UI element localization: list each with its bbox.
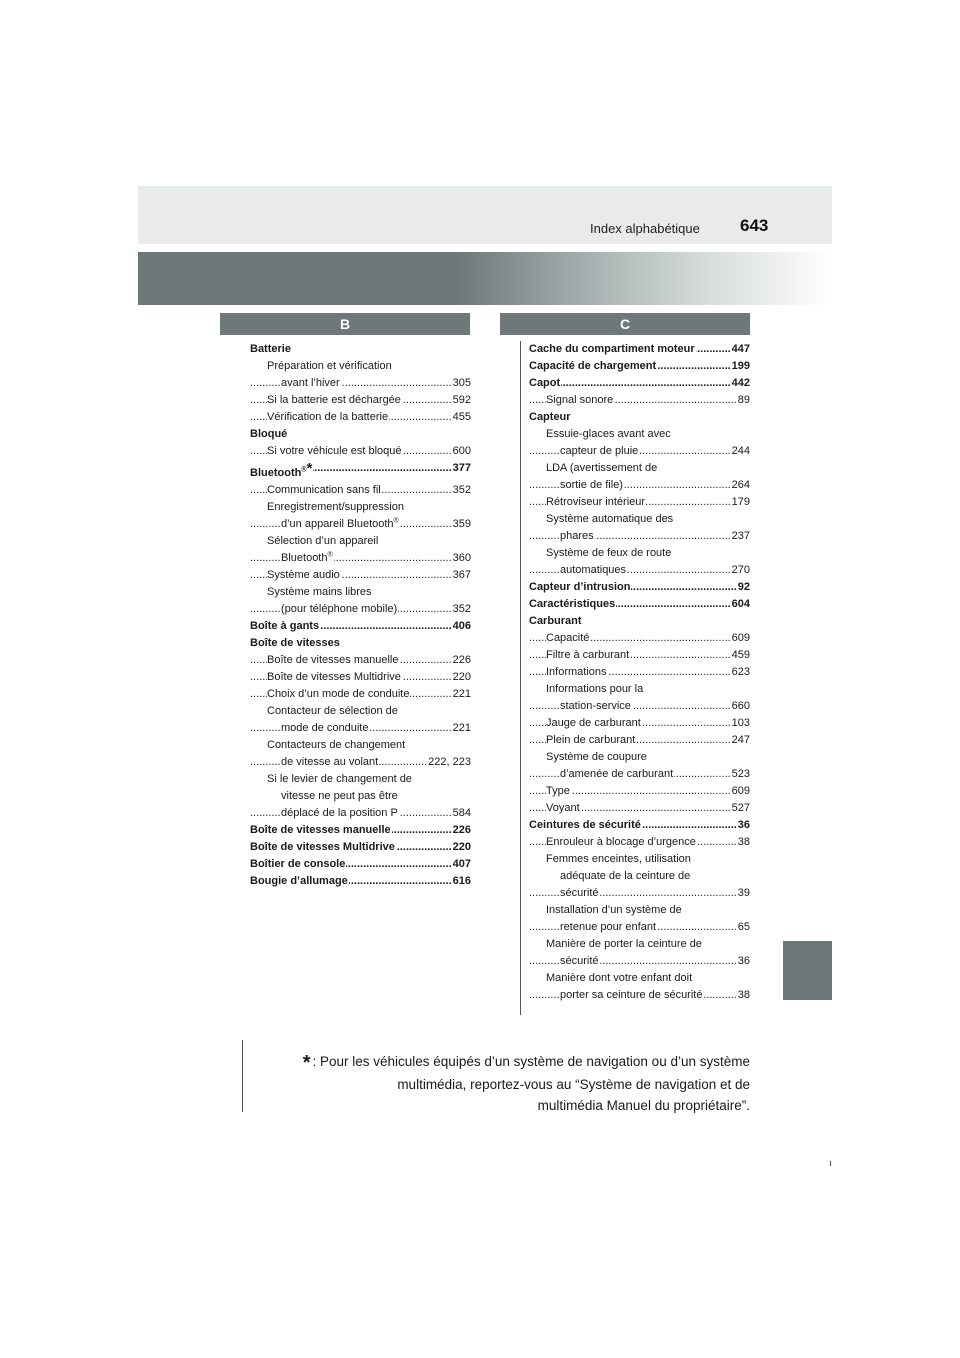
chapter-band <box>138 252 832 305</box>
index-entry: Système de coupure <box>546 751 647 763</box>
index-heading: Bloqué <box>250 428 288 440</box>
index-heading: Batterie <box>250 343 291 355</box>
index-entry: Si le levier de changement de <box>267 773 412 785</box>
index-heading: Carburant <box>529 615 582 627</box>
index-heading: Cache du compartiment moteur 447 ..... <box>529 341 750 358</box>
index-entry: porter sa ceinture de sécurité 38 ..... <box>529 987 750 1004</box>
side-tab <box>783 941 832 1000</box>
index-entry: Système audio 367 ..... <box>250 567 471 584</box>
index-entry: Si la batterie est déchargée 592 ..... <box>250 392 471 409</box>
index-entry: Système automatique des <box>546 513 674 525</box>
index-entry: Filtre à carburant 459 ..... <box>529 647 750 664</box>
index-entry: Boîte de vitesses manuelle 226 ..... <box>250 652 471 669</box>
index-entry: Femmes enceintes, utilisation <box>546 853 691 865</box>
index-entry: Sélection d’un appareil <box>267 535 379 547</box>
index-column-b <box>250 341 471 890</box>
registered-mark: ® <box>327 551 333 559</box>
index-entry: Installation d’un système de <box>546 904 682 916</box>
index-entry: sortie de file) 264 ..... <box>529 477 750 494</box>
index-entry: capteur de pluie 244 ..... <box>529 443 750 460</box>
index-entry: sécurité 36 ..... <box>529 953 750 970</box>
index-entry: (pour téléphone mobile) 352 ..... <box>250 601 471 618</box>
crop-mark <box>830 1161 831 1166</box>
footnote-line: * : Pour les véhicules équipés d’un système de navigation ou d’un système <box>302 1052 750 1074</box>
footnote <box>286 1051 750 1116</box>
index-entry: Capacité 609 ..... <box>529 630 750 647</box>
index-entry: d’amenée de carburant 523 ..... <box>529 766 750 783</box>
index-entry: automatiques 270 ..... <box>529 562 750 579</box>
index-entry: déplacé de la position P 584 ..... <box>250 805 471 822</box>
index-column-c <box>529 341 750 1004</box>
index-entry: de vitesse au volant 222, 223 ..... <box>250 754 471 771</box>
index-heading: Boîte à gants 406 ..... <box>250 618 471 635</box>
index-entry: d’un appareil Bluetooth® 359 ..... <box>250 516 471 533</box>
index-entry: retenue pour enfant 65 ..... <box>529 919 750 936</box>
index-entry: Système mains libres <box>267 586 372 598</box>
index-entry: Bluetooth® 360 ..... <box>250 550 471 567</box>
footnote-marker: * <box>306 460 313 477</box>
index-heading: Capteur d’intrusion 92 ..... <box>529 579 750 596</box>
index-heading: Boîtier de console 407 ..... <box>250 856 471 873</box>
index-heading: Boîte de vitesses Multidrive 220 ..... <box>250 839 471 856</box>
index-entry: Voyant 527 ..... <box>529 800 750 817</box>
footnote-line: multimédia, reportez-vous au “Système de navigation et de <box>397 1077 750 1092</box>
index-entry: Communication sans fil 352 ..... <box>250 482 471 499</box>
index-heading: Boîte de vitesses <box>250 637 340 649</box>
footnote-line: multimédia Manuel du propriétaire”. <box>537 1098 750 1113</box>
index-entry: Plein de carburant 247 ..... <box>529 732 750 749</box>
letter-tab-b: B <box>220 313 470 335</box>
index-entry: adéquate de la ceinture de <box>560 870 691 882</box>
column-divider <box>520 341 521 1015</box>
index-entry: Enrouleur à blocage d’urgence 38 ..... <box>529 834 750 851</box>
index-heading: Capacité de chargement 199 ..... <box>529 358 750 375</box>
index-entry: Contacteur de sélection de <box>267 705 398 717</box>
index-entry: Système de feux de route <box>546 547 672 559</box>
index-entry: Essuie-glaces avant avec <box>546 428 671 440</box>
section-title: Index alphabétique <box>590 221 700 236</box>
index-entry: phares 237 ..... <box>529 528 750 545</box>
index-entry: avant l’hiver 305 ..... <box>250 375 471 392</box>
index-entry: Informations pour la <box>546 683 644 695</box>
index-entry: Manière de porter la ceinture de <box>546 938 702 950</box>
index-entry: Rétroviseur intérieur 179 ..... <box>529 494 750 511</box>
index-entry: Vérification de la batterie 455 ..... <box>250 409 471 426</box>
index-heading: Ceintures de sécurité 36 ..... <box>529 817 750 834</box>
registered-mark: ® <box>393 517 399 525</box>
index-entry: Choix d’un mode de conduite 221 ..... <box>250 686 471 703</box>
header-band <box>138 186 832 244</box>
index-entry: LDA (avertissement de <box>546 462 658 474</box>
index-entry: sécurité 39 ..... <box>529 885 750 902</box>
index-heading: Bluetooth®* 377 ..... <box>250 460 471 482</box>
index-entry: Type 609 ..... <box>529 783 750 800</box>
index-heading: Capot 442 ..... <box>529 375 750 392</box>
index-entry: Si votre véhicule est bloqué 600 ..... <box>250 443 471 460</box>
index-entry: mode de conduite 221 ..... <box>250 720 471 737</box>
index-entry: Enregistrement/suppression <box>267 501 404 513</box>
index-heading: Capteur <box>529 411 571 423</box>
index-entry: station-service 660 ..... <box>529 698 750 715</box>
index-heading: Boîte de vitesses manuelle 226 ..... <box>250 822 471 839</box>
letter-tab-c: C <box>500 313 750 335</box>
index-entry: Contacteurs de changement <box>267 739 406 751</box>
index-entry: Boîte de vitesses Multidrive 220 ..... <box>250 669 471 686</box>
registered-mark: ® <box>301 466 307 474</box>
index-entry: vitesse ne peut pas être <box>281 790 398 802</box>
index-heading: Caractéristiques 604 ..... <box>529 596 750 613</box>
index-entry: Manière dont votre enfant doit <box>546 972 693 984</box>
index-heading: Bougie d’allumage 616 ..... <box>250 873 471 890</box>
index-entry: Signal sonore 89 ..... <box>529 392 750 409</box>
index-entry: Préparation et vérification <box>267 360 392 372</box>
index-entry: Informations 623 ..... <box>529 664 750 681</box>
page-number: 643 <box>740 216 769 235</box>
index-entry: Jauge de carburant 103 ..... <box>529 715 750 732</box>
footnote-marker: * <box>302 1052 311 1074</box>
left-margin-rule <box>242 1040 243 1112</box>
